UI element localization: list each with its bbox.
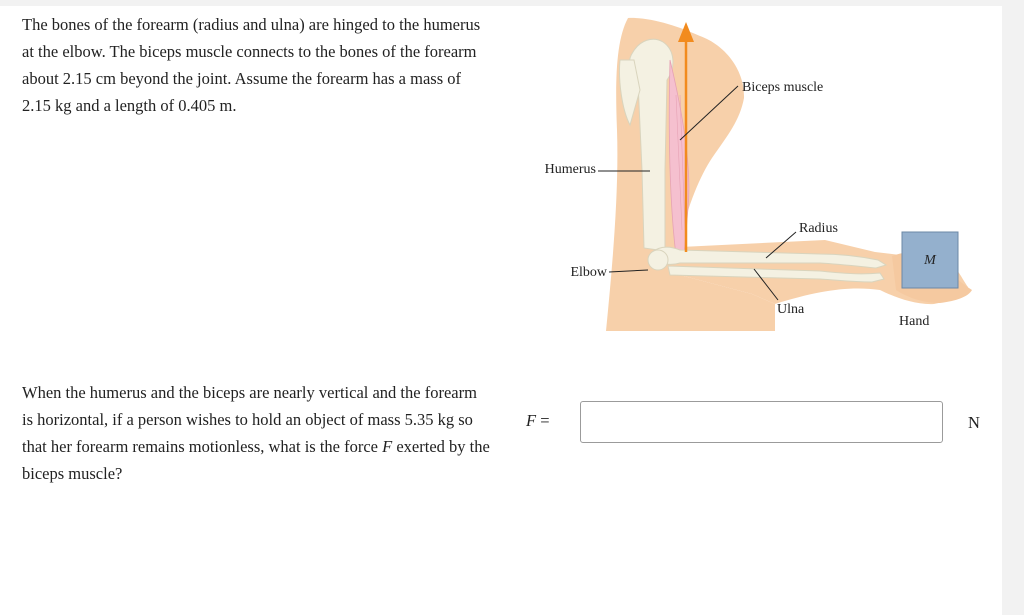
hand-label: Hand [899, 314, 930, 329]
biceps-label: Biceps muscle [742, 80, 824, 95]
problem-question [22, 379, 492, 487]
problem-intro: The bones of the forearm (radius and ulna) are hinged to the humerus at the elbow. The biceps muscle connects to the bones of the forearm about 2.15 cm beyond the joint. Assume the forearm has a mass of 2.15 kg and a length of 0.405 m. [22, 15, 481, 115]
answer-label [526, 411, 550, 431]
question-text-2: exerted by the biceps muscle? [22, 437, 490, 483]
mass-label: M [924, 253, 936, 268]
answer-input[interactable] [580, 401, 943, 443]
ulna-label: Ulna [777, 302, 805, 317]
answer-equals: = [540, 411, 550, 430]
answer-variable: F [526, 411, 537, 430]
arm-diagram [520, 0, 1000, 340]
humerus-label: Humerus [544, 162, 596, 177]
elbow-label: Elbow [570, 265, 607, 280]
radius-label: Radius [799, 221, 838, 236]
answer-unit: N [968, 413, 980, 432]
question-text-1: When the humerus and the biceps are nearly vertical and the forearm is horizontal, if a person wishes to hold an object of mass 5.35 kg so that her forearm remains motionless, what is the force [22, 383, 477, 456]
elbow-joint [648, 250, 668, 270]
question-variable: F [382, 437, 393, 456]
